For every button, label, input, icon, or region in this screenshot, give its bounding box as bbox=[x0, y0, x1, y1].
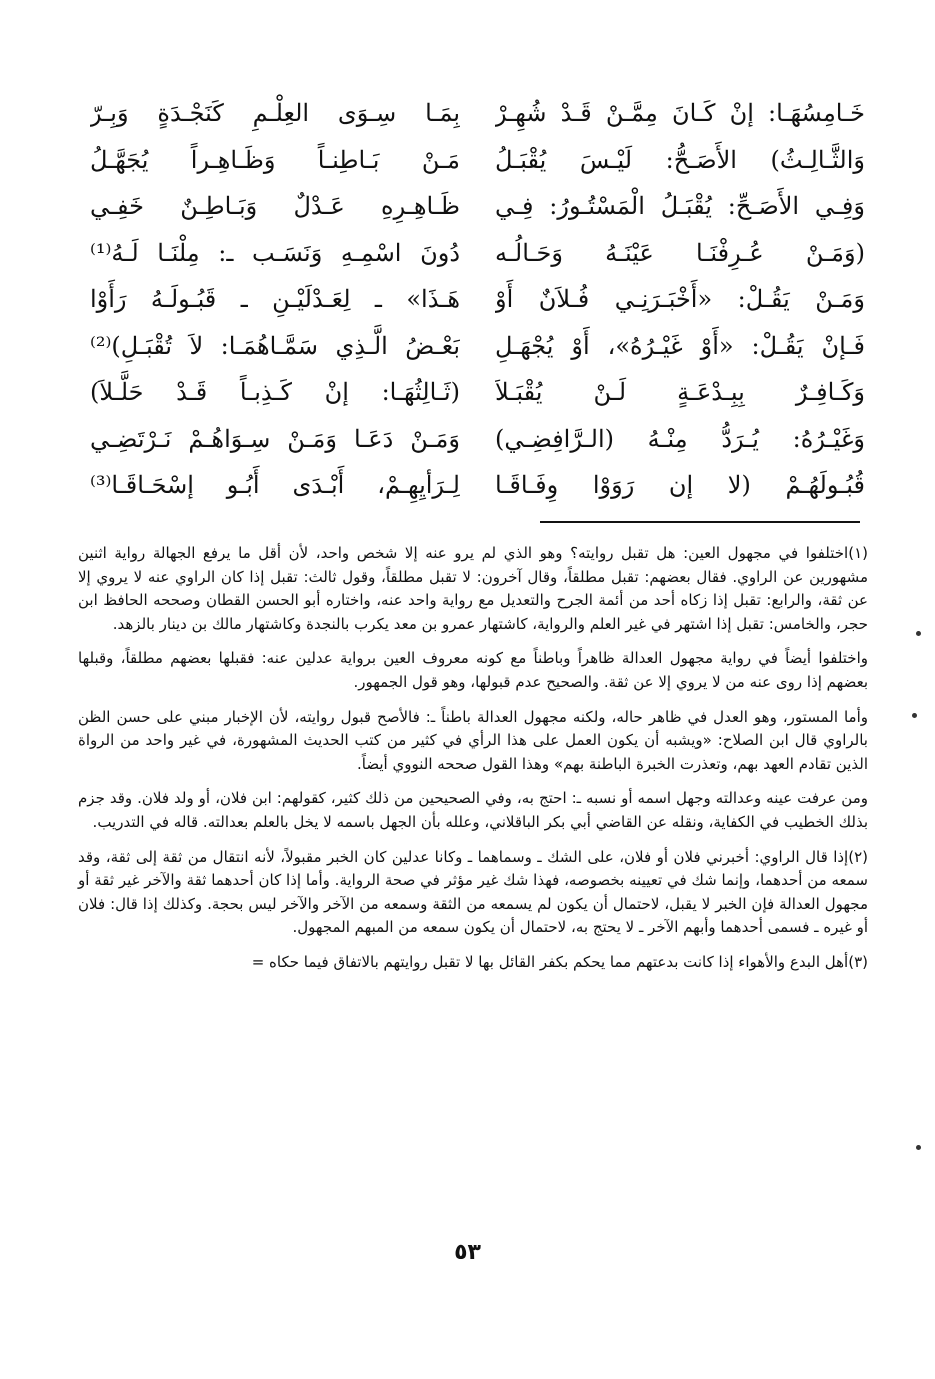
verse-first-hemistich: وَفِـي الأَصَـحِّ: يُقْبَـلُ الْمَسْتُـورُ: فِـي bbox=[495, 192, 865, 220]
footnote-paragraph: ومن عرفت عينه وعدالته وجهل اسمه أو نسبه ـ: احتج به، وفي الصحيحين من ذلك كثير، كقولهم: ابن فلان، أو ولد فلان. وقد جزم بذلك الخطيب في الكفاية، ونقله عن القاضي أبي بكر الباقلاني، وعلله بأن الجهل باسمه لا يخل بالعلم بعدالته. قاله في التدريب. bbox=[78, 789, 868, 831]
footnote-paragraph: وأما المستور، وهو العدل في ظاهر حاله، ولكنه مجهول العدالة باطناً ـ: فالأصح قبول روايته، لأن الإخبار مبني على حسن الظن بالراوي قال ابن الصلاح: «ويشبه أن يكون العمل على هذا الرأي في كثير من كتب الحديث المشهورة، في غير واحد من الرواة الذين تقادم العهد بهم، وتعذرت الخبرة الباطنة بهم» وهذا القول صححه النووي أيضاً. bbox=[78, 707, 868, 773]
footnote-separator bbox=[540, 521, 860, 523]
verse-second-hemistich: لِـرَأيِهِـمْ، أَبْـدَى أَبُـو إسْحَـاقَـا⁽³⁾ bbox=[90, 471, 460, 499]
verse-block bbox=[90, 90, 865, 510]
verse-first-hemistich: وَكَـافِـرٌ بِبِـدْعَـةٍ لَـنْ يُقْبَـلاَ bbox=[495, 378, 865, 406]
verse-first-hemistich: فَـإنْ يَقُـلْ: «أَوْ غَيْـرُهُ»، أَوْ يُجْهَـلِ bbox=[495, 331, 865, 360]
verse-second-hemistich: بِمَـا سِـوَى العِلْـمِ كَنَجْـدَةٍ وَبِـرّ bbox=[90, 99, 460, 127]
verse-second-hemistich: وَمَـنْ دَعَـا وَمَـنْ سِـوَاهُـمْ نَـرْتَضِـي bbox=[90, 424, 460, 453]
footnote-paragraph: (٣)أهل البدع والأهواء إذا كانت بدعتهم مما يحكم بكفر القائل بها لا تقبل روايتهم بالاتفاق فيما حكاه = bbox=[251, 952, 868, 971]
verse-line bbox=[90, 137, 865, 184]
verse-second-hemistich: دُونَ اسْمِـهِ وَنَسَـب ـ: مِلْنَـا لَـهُ⁽¹⁾ bbox=[90, 238, 460, 267]
verse-line bbox=[90, 90, 865, 137]
footnote-paragraph: (٢)إذا قال الراوي: أخبرني فلان أو فلان، على الشك ـ وسماهما ـ وكانا عدلين كان الخبر مقبولاً، لأنه انتقال من ثقة إلى ثقة، وقد سمعه من أحدهما، وإنما شك في تعيينه بخصوصه، فهذا شك غير مؤثر في صحة الرواية. وأما إذا كان أحدهما ثقة والآخر غير ثقة أو مجهول العدالة فإن الخبر لا يقبل، لاحتمال أن يكون لم يسمعه من الثقة وسمعه من الآخر والآخر ليس بحجة. وكذلك إذا قال: فلان أو غيره ـ فسمى أحدهما وأبهم الآخر ـ لا يحتج به، لاحتمال أن يكون سمعه من المبهم المجهول. bbox=[78, 847, 868, 937]
scan-speck bbox=[916, 1145, 921, 1150]
verse-second-hemistich: بَعْـضُ الَّـذِي سَمَّـاهُمَـا: لاَ تُقْبَـلِ)⁽²⁾ bbox=[90, 331, 460, 360]
verse-first-hemistich: قُبُـولَهُـمْ (لا إن رَوَوْا وِفَـاقَـا bbox=[495, 471, 865, 499]
page-number: ٥٣ bbox=[454, 1240, 481, 1265]
verse-line bbox=[90, 416, 865, 463]
verse-first-hemistich: وَمَـنْ يَقُـلْ: «أَخْبَـرَنِـي فُـلاَنٌ أَوْ bbox=[495, 285, 865, 313]
verse-line bbox=[90, 369, 865, 416]
verse-first-hemistich: (وَمَـنْ عُـرِفْنَـا عَيْنَـهُ وَحَـالُـه bbox=[495, 238, 865, 267]
verse-first-hemistich: وَغَيْـرُهُ: يُـرَدُّ مِنْـهُ (الـرَّافِضِـي) bbox=[495, 424, 865, 453]
footnote-paragraph: (١)اختلفوا في مجهول العين: هل تقبل روايته؟ وهو الذي لم يرو عنه إلا شخص واحد، لأن أقل ما يرفع الجهالة رواية اثنين مشهورين عن الراوي. فقال بعضهم: تقبل مطلقاً، وقال آخرون: لا تقبل مطلقاً، وقول ثالث: تقبل إذا كان الراوي عنه لا يروي إلا عن ثقة، والرابع: تقبل إذا زكاه أحد من أئمة الجرح والتعديل مع رواية واحد عنه، واختاره أبو الحسن القطان وصححه الحافظ ابن حجر، والخامس: تقبل إذا اشتهر في غير العلم والرواية، كاشتهار عمرو بن معد يكرب بالنجدة وكاشتهار مالك بن دينار بالزهد. bbox=[78, 544, 868, 633]
scan-speck bbox=[916, 631, 921, 636]
verse-line bbox=[90, 323, 865, 370]
verse-second-hemistich: هَـذَا» ـ لِعَـدْلَيْـنِ ـ قَبُـولَـهُ رَأَوْا bbox=[90, 285, 460, 313]
scan-speck bbox=[912, 713, 917, 718]
verse-first-hemistich: خَـامِسُهَـا: إنْ كَـانَ مِمَّـنْ قَـدْ شُهِـرْ bbox=[495, 99, 865, 127]
verse-second-hemistich: ظَـاهِـرِهِ عَـدْلٌ وَبَـاطِـنٌ خَفِـي bbox=[90, 192, 460, 220]
verse-second-hemistich: (ثَـالِثُهَـا: إنْ كَـذِبـاً قَـدْ حَلَّـلاَ) bbox=[90, 378, 460, 406]
footnotes bbox=[78, 542, 868, 975]
verse-first-hemistich: وَالثَّـالِـثُ) الأَصَـحُّ: لَيْـسَ يُقْبَـلُ bbox=[495, 145, 865, 174]
verse-line bbox=[90, 183, 865, 230]
verse-line bbox=[90, 276, 865, 323]
verse-line bbox=[90, 230, 865, 277]
footnote-paragraph: واختلفوا أيضاً في رواية مجهول العدالة ظاهراً وباطناً مع كونه معروف العين برواية عدلين عنه: فقبلها بعضهم مطلقاً، وقبلها بعضهم إذا روى عنه من لا يروي إلا عن ثقة. والصحيح عدم قبولها، وهو قول الجمهور. bbox=[78, 649, 868, 691]
verse-second-hemistich: مَـنْ بَـاطِنـاً وَظَـاهِـراً يُجَهَّـلُ bbox=[90, 145, 460, 174]
verse-line bbox=[90, 462, 865, 509]
